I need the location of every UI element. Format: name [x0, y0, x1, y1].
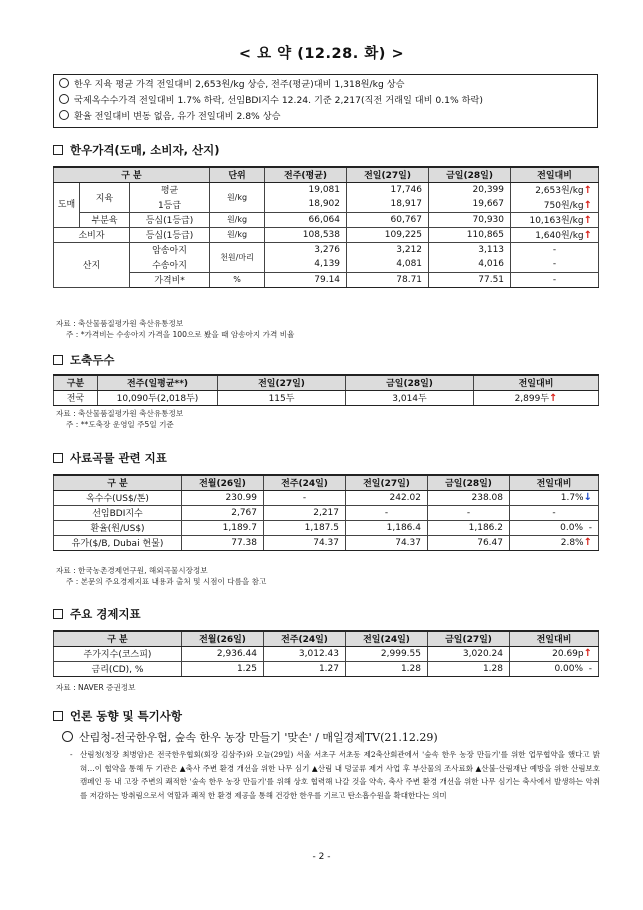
feed-grain-table [53, 474, 599, 551]
table-row: 주가지수(코스피) 2,936.44 3,012.43 2,999.55 3,020.24 20.69p↑ [54, 646, 599, 661]
square-bullet-icon [53, 609, 63, 619]
table-header-row: 구분 전주(일평균**) 전일(27일) 금일(28일) 전일대비 [54, 375, 599, 390]
arrow-up-icon: ↑ [583, 648, 592, 659]
economic-indicators-table [53, 630, 599, 677]
hanwoo-price-table [53, 166, 599, 288]
section-heading-news: 언론 동향 및 특기사항 [53, 708, 182, 724]
arrow-up-icon: ↑ [583, 199, 593, 211]
table-row: 수송아지 4,139 4,081 4,016 - [54, 257, 599, 272]
section-heading-hanwoo: 한우가격(도매, 소비자, 산지) [53, 142, 219, 158]
table-row: 소비자 등심(1등급) 원/kg 108,538 109,225 110,865 1,640원/kg↑ [54, 227, 599, 242]
table-row: 옥수수(US$/톤) 230.99 - 242.02 238.08 1.7%↓ [54, 490, 599, 505]
circle-bullet-icon [59, 110, 69, 120]
arrow-up-icon: ↑ [549, 393, 558, 404]
table-row: 가격비* % 79.14 78.71 77.51 - [54, 272, 599, 287]
source-note: 자료 : 축산물품질평가원 축산유통정보 주 : *가격비는 수송아지 가격을 100으로 봤을 때 암송아지 가격 비율 [56, 319, 295, 339]
table-row: 유가($/B, Dubai 현물) 77.38 74.37 74.37 76.47 2.8%↑ [54, 535, 599, 550]
table-row: 도매 지육 평균 원/kg 19,081 17,746 20,399 2,653원/kg↑ [54, 182, 599, 197]
summary-line: 국제옥수수가격 전일대비 1.7% 하락, 선임BDI지수 12.24. 기준 2,217(직전 거래일 대비 0.1% 하락) [59, 93, 592, 109]
table-row: 환율(원/US$) 1,189.7 1,187.5 1,186.4 1,186.2 0.0% - [54, 520, 599, 535]
page-title: < 요 약 (12.28. 화) > [238, 46, 405, 62]
arrow-up-icon: ↑ [583, 215, 593, 226]
table-header-row: 구 분 전월(26일) 전주(24일) 전일(24일) 금일(27일) 전일대비 [54, 631, 599, 646]
table-row: 선임BDI지수 2,767 2,217 - - - [54, 505, 599, 520]
source-note: 자료 : 축산물품질평가원 축산유통정보 주 : **도축장 운영일 주5일 기준 [56, 409, 184, 429]
news-item-body: - 산림청(청장 최병암)은 전국한우협회(회장 김삼주)와 오늘(29일) 서울 서초구 서초동 제2축산회관에서 '숲속 한우 농장 만들기'를 위한 업무협약을 했다고 밝혀…이 협약을 통해 두 기관은 ▲축사 주변 환경 개선을 위한 나무 심기 ▲산림 내 덩굴류 제거 사업 후 부산물의 조사료화 ▲산불·산림재난 예방을 위한 산림보호 캠페인 등 내 고장 주변의 쾌적한 '숲속 한우 농장 만들기'를 위해 상호 협력해 나갈 것을 약속, 축사 주변 환경 개선을 위한 나무 심기는 축사에서 발생하는 악취를 저감하는 방취림으로서 역할과 쾌적 한 환경 제공을 통해 건강한 한우를 기르고 탄소흡수원을 확대한다는 의미 [70, 750, 600, 800]
table-row: 산지 암송아지 천원/마리 3,276 3,212 3,113 - [54, 242, 599, 257]
square-bullet-icon [53, 145, 63, 155]
circle-bullet-icon [59, 78, 69, 88]
table-row: 전국 10,090두(2,018두) 115두 3,014두 2,899두↑ [54, 390, 599, 405]
arrow-up-icon: ↑ [583, 537, 592, 548]
circle-bullet-icon [59, 94, 69, 104]
arrow-up-icon: ↑ [583, 185, 593, 197]
summary-box [53, 74, 598, 128]
dash-bullet-icon: - [70, 750, 73, 759]
square-bullet-icon [53, 355, 63, 365]
table-header-row: 구 분 단위 전주(평균) 전일(27일) 금일(28일) 전일대비 [54, 167, 599, 182]
page-number: - 2 - [312, 852, 331, 862]
summary-line: 한우 지육 평균 가격 전일대비 2,653원/kg 상승, 전주(평균)대비 1,318원/kg 상승 [59, 77, 592, 93]
circle-bullet-icon [62, 731, 73, 742]
table-row: 부분육 등심(1등급) 원/kg 66,064 60,767 70,930 10,163원/kg↑ [54, 212, 599, 227]
slaughter-table [53, 374, 599, 406]
news-item-title: 산림청-전국한우협, 숲속 한우 농장 만들기 '맞손' / 매일경제TV(21.12.29) [62, 729, 438, 745]
section-heading-feed: 사료곡물 관련 지표 [53, 450, 167, 466]
square-bullet-icon [53, 453, 63, 463]
arrow-down-icon: ↓ [583, 492, 592, 503]
summary-line: 환율 전일대비 변동 없음, 유가 전일대비 2.8% 상승 [59, 109, 592, 125]
source-note: 자료 : 한국농촌경제연구원, 해외곡물시장정보 주 : 본문의 주요경제지표 내용과 출처 및 시점이 다름을 참고 [56, 566, 267, 586]
square-bullet-icon [53, 711, 63, 721]
table-row: 1등급 18,902 18,917 19,667 750원/kg↑ [54, 197, 599, 212]
source-note: 자료 : NAVER 증권정보 [56, 683, 136, 692]
arrow-up-icon: ↑ [583, 230, 593, 241]
section-heading-slaughter: 도축두수 [53, 352, 114, 368]
table-row: 금리(CD), % 1.25 1.27 1.28 1.28 0.00% - [54, 661, 599, 676]
section-heading-economy: 주요 경제지표 [53, 606, 141, 622]
table-header-row: 구 분 전월(26일) 전주(24일) 전일(27일) 금일(28일) 전일대비 [54, 475, 599, 490]
